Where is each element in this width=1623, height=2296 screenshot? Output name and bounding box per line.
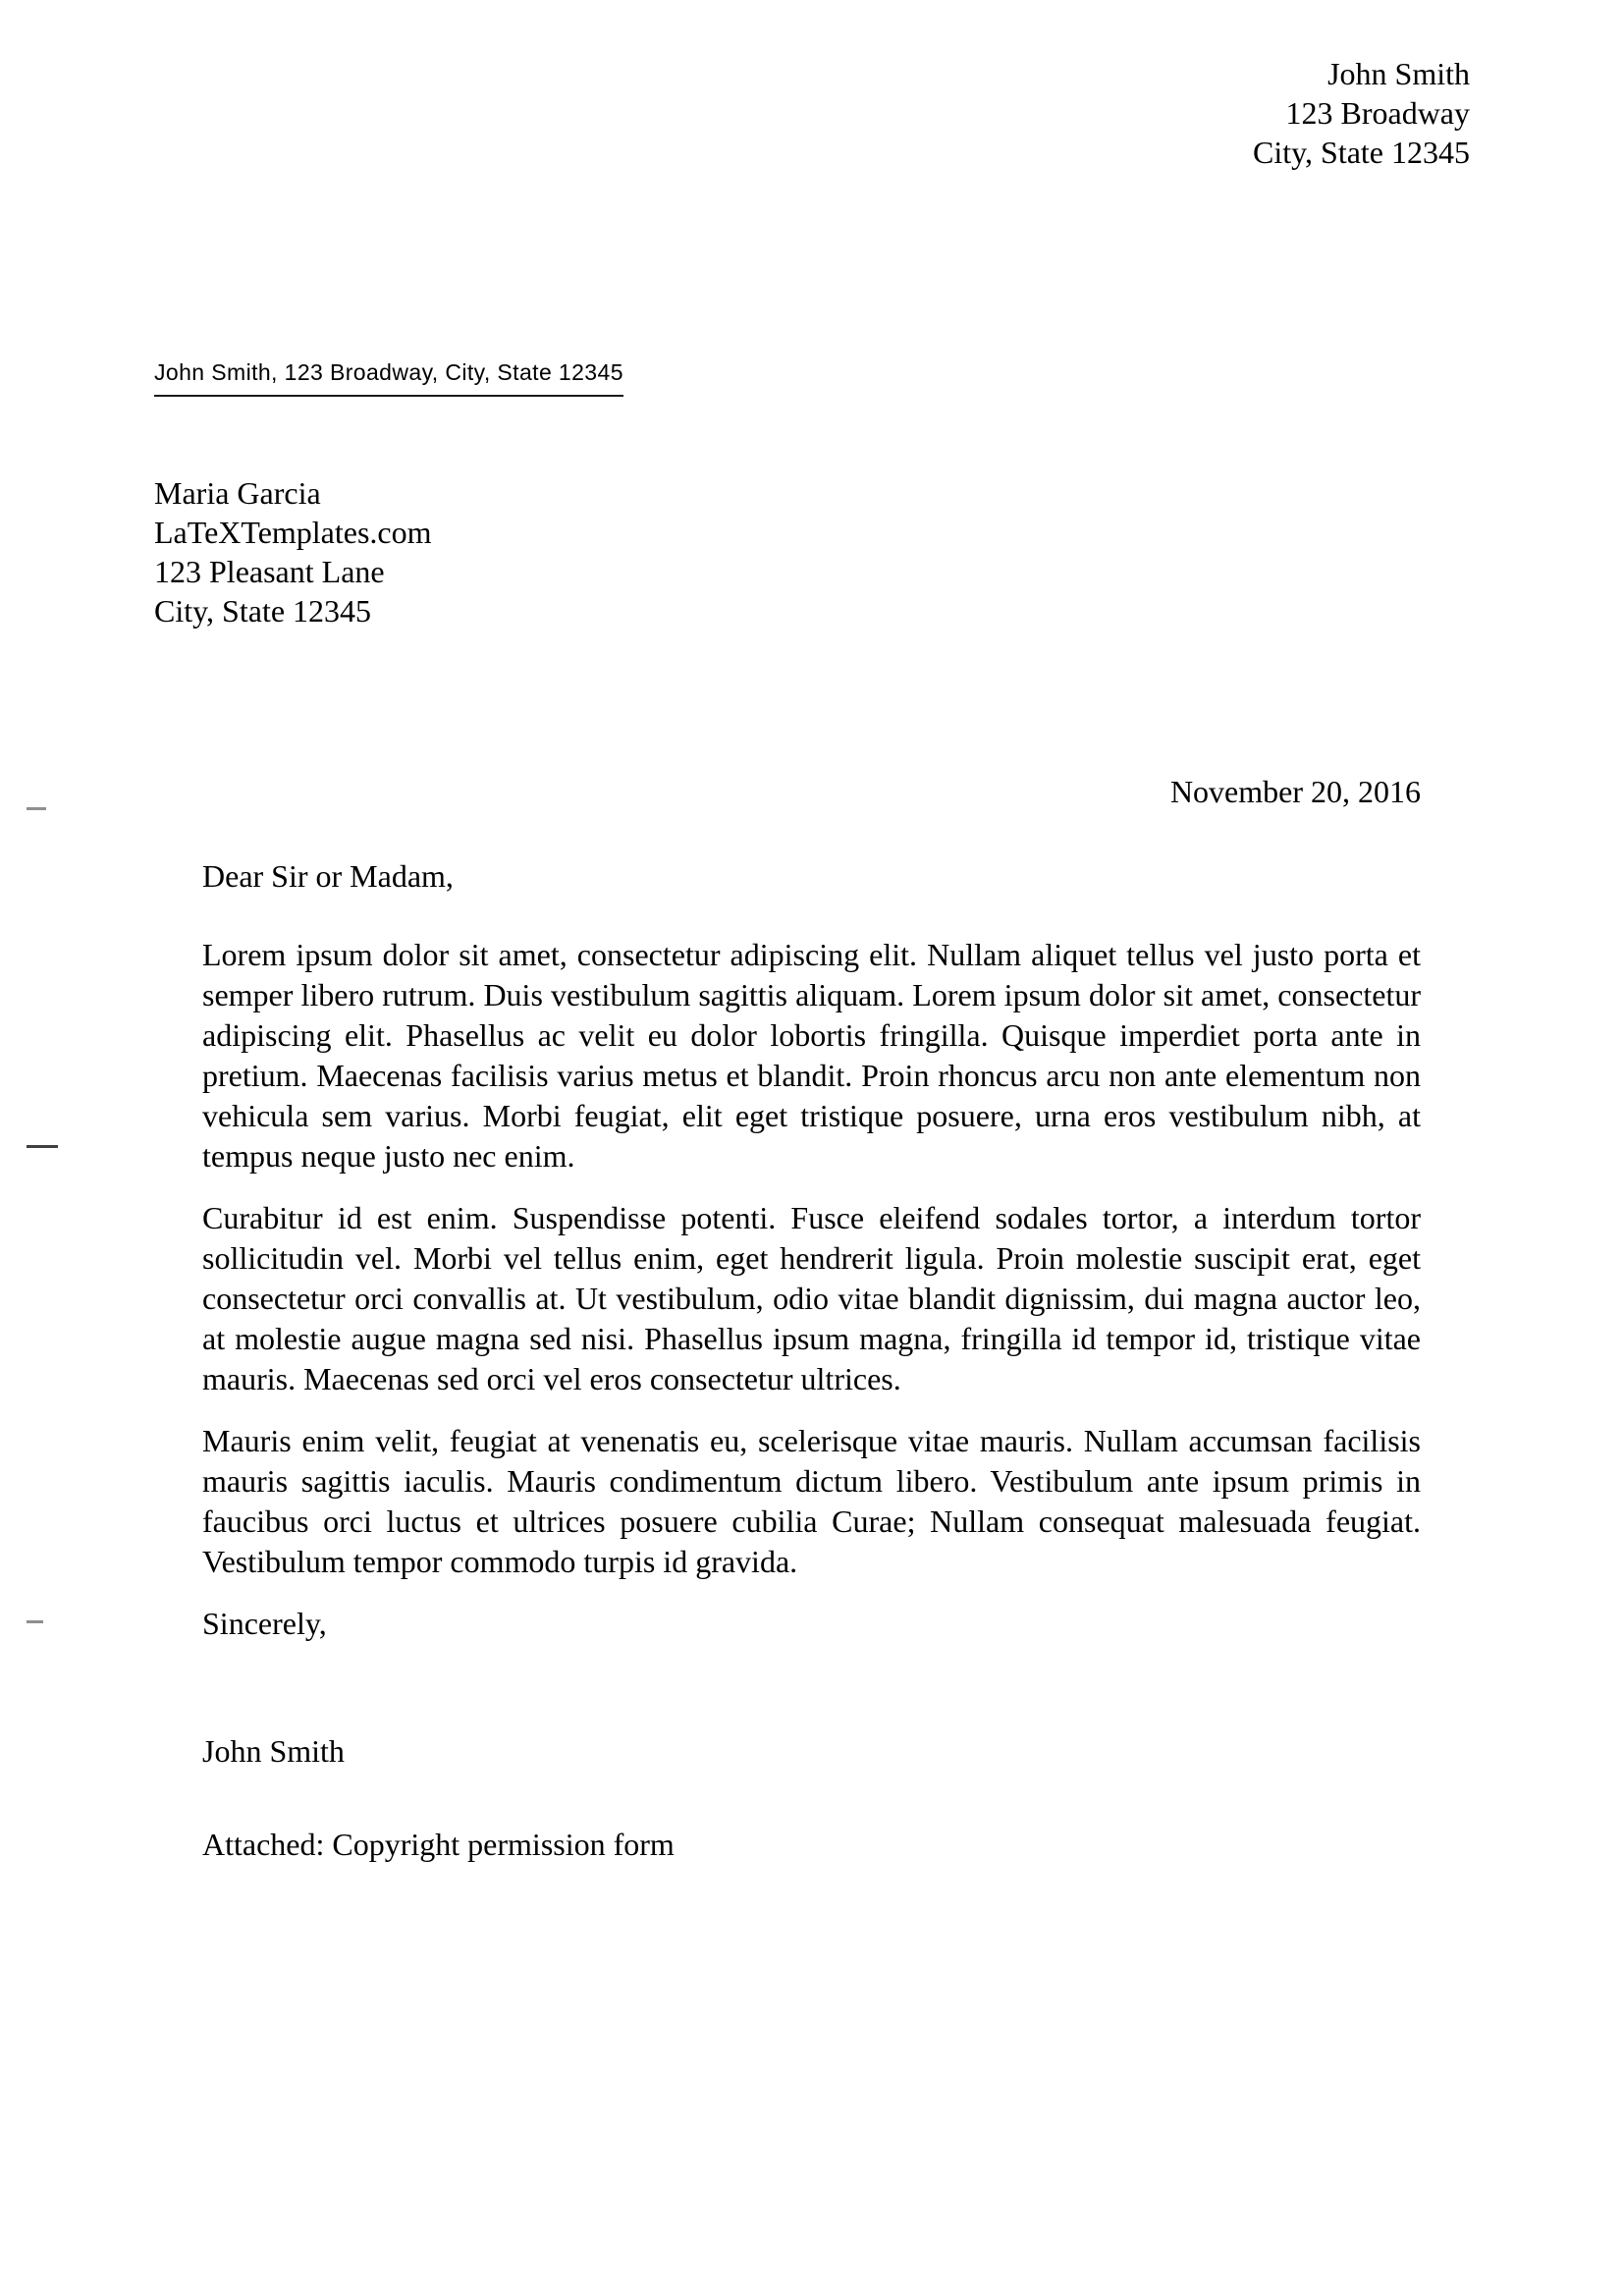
letter-date: November 20, 2016 <box>1169 774 1421 809</box>
bottom-fold-mark <box>27 1620 43 1623</box>
body-paragraph-3: Mauris enim velit, feugiat at venenatis eu, scelerisque vitae mauris. Nullam accumsan facilisis mauris sagittis iaculis. Mauris condimentum dictum libero. Vestibulum ante ipsum primis in faucibus orci luctus et ultrices posuere cubilia Curae; Nullam consequat malesuada feugiat. Vestibulum tempor commodo turpis id gravida. <box>202 1423 1421 1579</box>
signature-name: John Smith <box>202 1733 345 1769</box>
recipient-address-block <box>154 473 432 630</box>
closing: Sincerely, <box>202 1606 327 1641</box>
center-punch-mark <box>27 1145 58 1148</box>
attachment-note: Attached: Copyright permission form <box>202 1827 675 1862</box>
sender-street: 123 Broadway <box>1285 95 1470 131</box>
sender-city: City, State 12345 <box>1252 135 1470 170</box>
body-paragraph-1: Lorem ipsum dolor sit amet, consectetur adipiscing elit. Nullam aliquet tellus vel justo porta et semper libero rutrum. Duis vestibulum sagittis aliquam. Lorem ipsum dolor sit amet, consectetur adipiscing elit. Phasellus ac velit eu dolor lobortis fringilla. Quisque imperdiet porta ante in pretium. Maecenas facilisis varius metus et blandit. Proin rhoncus arcu non ante elementum non vehicula sem varius. Morbi feugiat, elit eget tristique posuere, urna eros vestibulum nibh, at tempus neque justo nec enim. <box>202 937 1421 1174</box>
recipient-city: City, State 12345 <box>154 593 372 629</box>
salutation: Dear Sir or Madam, <box>202 858 454 894</box>
recipient-name: Maria Garcia <box>154 475 321 511</box>
sender-address-block <box>1253 54 1470 172</box>
recipient-organization: LaTeXTemplates.com <box>154 515 432 550</box>
top-fold-mark <box>27 807 46 810</box>
return-address-line: John Smith, 123 Broadway, City, State 12345 <box>154 359 623 397</box>
body-paragraph-2: Curabitur id est enim. Suspendisse potenti. Fusce eleifend sodales tortor, a interdum tortor sollicitudin vel. Morbi vel tellus enim, eget hendrerit ligula. Proin molestie suscipit erat, eget consectetur orci convallis at. Ut vestibulum, odio vitae blandit dignissim, dui magna auctor leo, at molestie augue magna sed nisi. Phasellus ipsum magna, fringilla id tempor id, tristique vitae mauris. Maecenas sed orci vel eros consectetur ultrices. <box>202 1200 1421 1396</box>
letter-body <box>202 856 1421 1864</box>
recipient-street: 123 Pleasant Lane <box>154 554 385 589</box>
sender-name: John Smith <box>1327 56 1470 91</box>
